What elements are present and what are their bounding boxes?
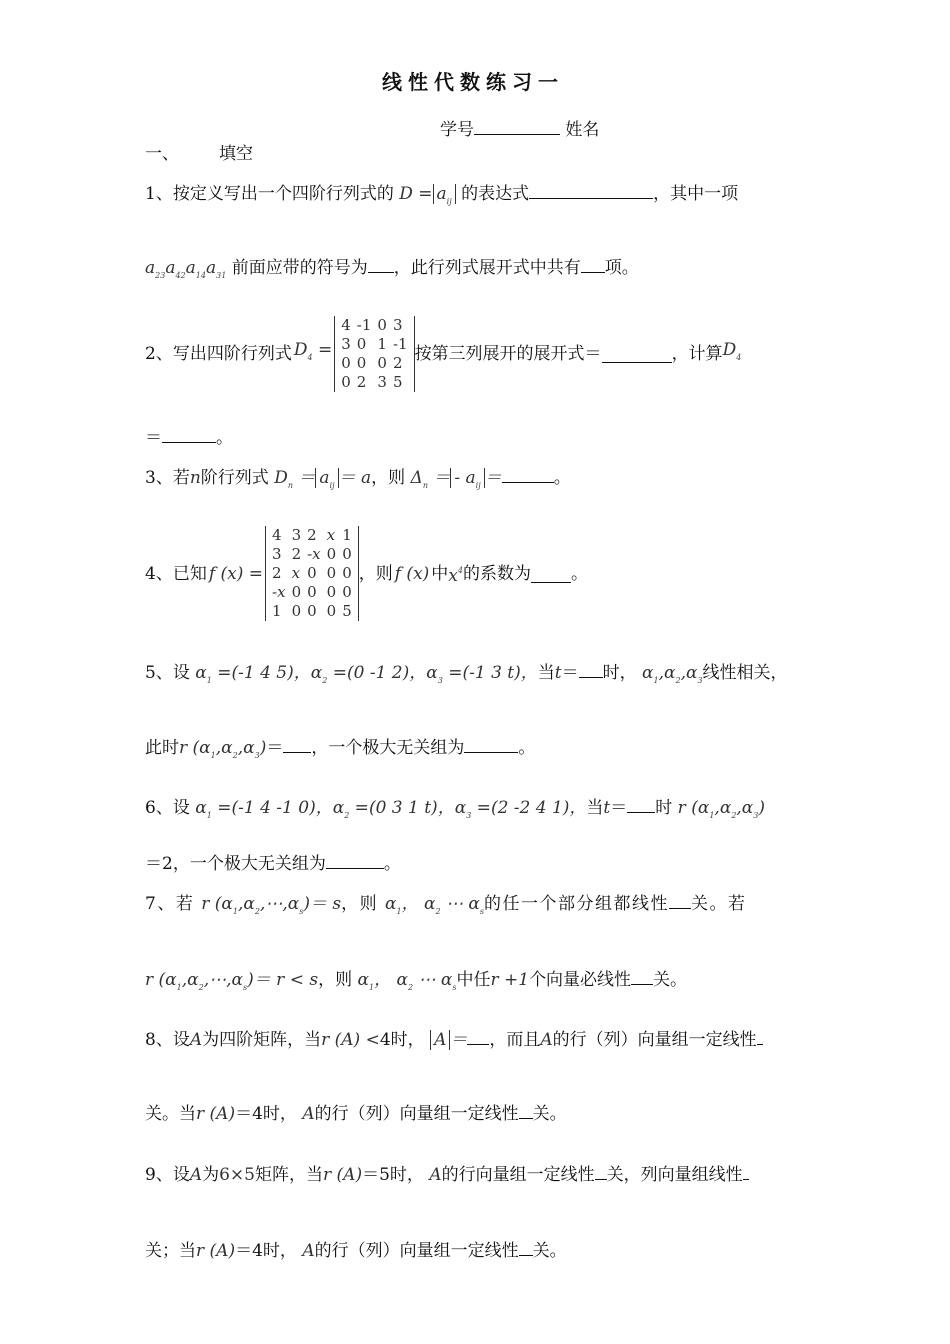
question-text: 关。若 — [691, 894, 747, 914]
matrix-fx-cell: 0 — [326, 564, 337, 582]
question-number: 3、 — [145, 468, 173, 488]
question-text: 此时 — [145, 738, 179, 758]
matrix-fx-cell: 0 — [326, 583, 337, 601]
matrix-fx-cell: 0 — [307, 564, 317, 582]
answer-blank[interactable] — [162, 425, 216, 443]
question-text: 当 — [586, 798, 604, 818]
question-text: 设 — [172, 663, 190, 683]
math-expression: r $(\alpha_1,\alpha_2,\alpha_3)$ — [677, 798, 766, 820]
question-number: 8、 — [145, 1030, 173, 1050]
matrix-fx-cell: 2 — [307, 526, 317, 544]
question-text: 关。 — [653, 970, 688, 990]
question-text: 的系数为 — [462, 563, 531, 584]
matrix-d4-cell: -1 — [392, 335, 408, 353]
math-expression: r $(\alpha_1,\alpha_2,\alpha_3)$ — [179, 738, 267, 760]
matrix-d4-cell: 0 — [341, 373, 351, 391]
matrix-d4-cell: -1 — [356, 316, 372, 334]
math-expression: A — [302, 1104, 315, 1124]
question-text: 关，列向量组线性 — [606, 1165, 743, 1185]
student-id-label: 学号 — [440, 120, 474, 140]
question-text: 关。 — [532, 1241, 567, 1261]
matrix-d4-cell: 0 — [377, 316, 387, 334]
question-text: 。 — [216, 428, 233, 448]
matrix-fx-cell: 0 — [307, 602, 317, 620]
math-expression: t — [554, 663, 562, 683]
question-text: 已知 — [172, 563, 207, 584]
math-expression: $\alpha_1 =(-1$ 4 -1 0)，$\alpha_2 =(0$ 3 1 t)，$\alpha_3 =(2$ -2 4 1)， — [195, 798, 587, 820]
question-text: ，其中一项 — [653, 184, 739, 204]
answer-blank[interactable] — [531, 565, 571, 583]
math-expression: 6×5 — [219, 1165, 255, 1185]
matrix-fx-cell: 1 — [272, 602, 282, 620]
math-expression: $x^4$ — [448, 566, 463, 586]
question-text: 的行向量组一定线性 — [441, 1165, 595, 1185]
matrix-fx-cell: 0 — [342, 545, 352, 563]
math-expression: $a_{23}a_{42}a_{14}a_{31}$ — [145, 258, 227, 280]
matrix-fx-row — [269, 602, 355, 621]
question-text: ＝ — [610, 798, 628, 818]
math-expression: r (A) — [323, 1165, 363, 1185]
determinant-d4 — [334, 316, 414, 392]
math-expression: $D = a_{ij}$ — [399, 184, 455, 204]
answer-blank[interactable] — [368, 255, 394, 273]
question-text: 的任一个部分组都线性 — [484, 894, 670, 914]
math-expression: A — [302, 1241, 315, 1261]
question-text: ＝4时， — [235, 1104, 297, 1124]
matrix-fx-cell: 4 — [272, 526, 282, 544]
answer-blank[interactable] — [602, 345, 672, 363]
question-7 — [145, 891, 747, 923]
math-expression: A — [189, 1165, 203, 1185]
question-2-cont — [145, 425, 233, 449]
question-8 — [145, 1027, 763, 1051]
question-text: ，一个极大无关组为 — [311, 738, 465, 758]
matrix-fx-row — [269, 526, 355, 545]
question-9-cont — [145, 1238, 567, 1262]
math-expression: f (x) = — [208, 563, 264, 584]
question-text: 中任 — [456, 970, 491, 990]
question-text: 写出四阶行列式 — [172, 344, 292, 364]
matrix-fx-cell: 0 — [326, 545, 337, 563]
question-text: 时， — [602, 663, 637, 683]
math-expression: A — [429, 1165, 442, 1185]
question-number: 2、 — [145, 344, 173, 364]
matrix-fx-cell: 2 — [272, 564, 282, 582]
answer-blank[interactable] — [326, 851, 384, 869]
student-name-label: 姓名 — [565, 120, 600, 140]
math-expression: $\alpha_1,\alpha_2,\alpha_3$ — [642, 663, 703, 685]
question-text: 的行（列）向量组一定线性 — [314, 1104, 519, 1124]
matrix-d4-cell: 5 — [392, 373, 403, 391]
answer-blank[interactable] — [595, 1162, 607, 1180]
matrix-d4-cell: 0 — [341, 354, 351, 372]
question-text: 为四阶矩阵，当 — [202, 1030, 322, 1050]
question-text: ＝ — [561, 663, 579, 683]
math-expression: $\alpha_1$， $\alpha_2$ ⋯ $\alpha_s$ — [385, 894, 485, 916]
question-5-cont: 此时r $(\alpha_1,\alpha_2,\alpha_3)=$ ，一个极大无关组为 。 — [145, 735, 535, 767]
answer-blank[interactable] — [627, 795, 655, 813]
question-text: 关。当 — [145, 1104, 196, 1124]
math-expression: n — [189, 468, 201, 488]
question-text: ＝4时， — [235, 1241, 297, 1261]
math-expression: t — [603, 798, 611, 818]
question-number: 1、 — [145, 184, 173, 204]
matrix-fx-row — [269, 564, 355, 583]
matrix-d4-cell: 0 — [356, 354, 367, 372]
matrix-d4-cell: 0 — [377, 354, 387, 372]
question-text: 为 — [202, 1165, 220, 1185]
math-expression: A — [540, 1030, 553, 1050]
answer-blank[interactable] — [743, 1162, 749, 1180]
question-text: 项。 — [604, 258, 639, 278]
math-expression: r (A) < — [321, 1030, 380, 1050]
question-text: 阶行列式 — [200, 468, 269, 488]
question-text: ，则 — [371, 468, 406, 488]
matrix-d4-cell: 2 — [356, 373, 367, 391]
answer-blank[interactable] — [502, 465, 554, 483]
question-text: 若 — [175, 894, 195, 914]
matrix-fx-cell: x — [326, 526, 336, 544]
question-text: 设 — [172, 798, 190, 818]
question-text: 。 — [383, 854, 401, 874]
matrix-fx-cell: 1 — [342, 526, 352, 544]
question-text: 按定义写出一个四阶行列式的 — [172, 184, 394, 204]
answer-blank[interactable] — [757, 1027, 763, 1045]
question-number: 4、 — [145, 563, 173, 584]
matrix-d4-cell: 3 — [392, 316, 403, 334]
question-text: 4时， — [379, 1030, 425, 1050]
answer-blank[interactable] — [283, 735, 311, 753]
question-text: 的行（列）向量组一定线性 — [552, 1030, 757, 1050]
matrix-fx-cell: -x — [272, 583, 286, 601]
math-expression: r (A) — [196, 1241, 236, 1261]
matrix-fx-row — [269, 545, 355, 564]
answer-blank[interactable] — [519, 1238, 533, 1256]
question-text: ，则 — [358, 563, 393, 584]
question-text: 关。 — [532, 1104, 567, 1124]
question-text: ＝2，一个极大无关组为 — [145, 854, 326, 874]
question-number: 7、 — [145, 894, 176, 914]
matrix-fx-cell: 2 — [291, 545, 302, 563]
answer-blank[interactable] — [669, 891, 691, 909]
answer-blank[interactable] — [631, 967, 653, 985]
matrix-fx-cell: 0 — [342, 564, 352, 582]
matrix-d4-cell: 2 — [392, 354, 403, 372]
question-text: 的表达式 — [461, 184, 530, 204]
question-text: 个向量必线性 — [529, 970, 632, 990]
math-expression: A — [189, 1030, 203, 1050]
math-expression: $\Delta_n$ ＝ - $a_{ij}$ ＝ — [410, 468, 502, 490]
question-text: 。 — [570, 563, 588, 584]
question-text: 矩阵，当 — [255, 1165, 323, 1185]
question-4 — [145, 526, 588, 621]
page-title: 线性代数练习一 — [382, 70, 564, 94]
question-text: ，此行列式展开式中共有 — [393, 258, 581, 278]
math-expression: r +1 — [490, 970, 530, 990]
student-info — [440, 117, 599, 141]
question-text: 。 — [518, 738, 536, 758]
question-number: 6、 — [145, 798, 173, 818]
question-text: 当 — [537, 663, 555, 683]
math-expression: $D_4$ = — [293, 340, 333, 362]
question-9 — [145, 1162, 749, 1186]
matrix-d4-row — [338, 373, 410, 392]
matrix-d4-row — [338, 316, 410, 335]
question-text: 设 — [172, 1030, 190, 1050]
section-name: 填空 — [219, 144, 253, 164]
matrix-fx-cell: 5 — [342, 602, 352, 620]
answer-blank[interactable] — [529, 181, 653, 199]
math-expression: r $(\alpha_1,\alpha_2,\cdots,\alpha_s)= s$ — [201, 894, 342, 916]
question-2 — [145, 316, 741, 392]
matrix-d4-cell: 3 — [377, 373, 387, 391]
question-text: ＝5时， — [362, 1165, 424, 1185]
answer-blank[interactable] — [581, 255, 605, 273]
matrix-fx-cell: 0 — [342, 583, 352, 601]
question-8-cont — [145, 1101, 567, 1125]
answer-blank[interactable] — [467, 1027, 489, 1045]
matrix-fx-cell: 0 — [307, 583, 317, 601]
determinant-fx — [265, 526, 359, 621]
matrix-d4-row — [338, 354, 410, 373]
math-expression: r $(\alpha_1,\alpha_2,\cdots,\alpha_s)= r < s$ — [145, 970, 319, 992]
question-text: ，则 — [318, 970, 353, 990]
question-1-cont — [145, 255, 639, 287]
math-expression: $D_4$ — [722, 340, 742, 362]
matrix-fx-cell: 0 — [291, 602, 302, 620]
math-expression: r (A) — [196, 1104, 236, 1124]
question-number: 5、 — [145, 663, 173, 683]
math-expression: $\alpha_1$， $\alpha_2$ ⋯ $\alpha_s$ — [357, 970, 457, 992]
matrix-fx-cell: 3 — [291, 526, 302, 544]
question-text: 关；当 — [145, 1241, 196, 1261]
question-1 — [145, 181, 738, 213]
question-text: ，而且 — [489, 1030, 541, 1050]
question-text: 的行（列）向量组一定线性 — [314, 1241, 519, 1261]
matrix-d4-cell: 3 — [341, 335, 351, 353]
math-expression: $D_n = a_{ij} = a$ — [274, 468, 372, 490]
matrix-fx-row — [269, 583, 355, 602]
question-text: 时 — [655, 798, 673, 818]
question-text: 按第三列展开的展开式＝ — [414, 344, 602, 364]
math-expression: $\alpha_1 =(-1$ 4 5)，$\alpha_2 =(0$ -1 2)，$\alpha_3 =(-1$ 3 t)， — [195, 663, 538, 685]
matrix-fx-cell: 3 — [272, 545, 282, 563]
student-id-blank[interactable] — [474, 117, 560, 135]
math-expression: f (x) — [394, 563, 430, 584]
question-6-cont — [145, 851, 401, 875]
answer-blank[interactable] — [579, 660, 603, 678]
matrix-d4-cell: 0 — [356, 335, 367, 353]
section-number: 一、 — [145, 144, 179, 164]
matrix-d4-row — [338, 335, 410, 354]
math-expression: A ＝ — [430, 1030, 467, 1050]
matrix-fx-cell: 0 — [291, 583, 302, 601]
question-text: ，计算 — [671, 344, 723, 364]
matrix-fx-cell: 0 — [326, 602, 337, 620]
question-text: 中 — [431, 563, 449, 584]
question-3 — [145, 465, 571, 497]
question-7-cont — [145, 967, 687, 999]
matrix-fx-cell: -x — [307, 545, 321, 563]
matrix-d4-cell: 1 — [377, 335, 387, 353]
matrix-fx-cell: x — [291, 564, 301, 582]
question-number: 9、 — [145, 1165, 173, 1185]
question-text: 若 — [172, 468, 190, 488]
question-text: 设 — [172, 1165, 190, 1185]
question-5 — [145, 660, 788, 692]
section-heading — [145, 143, 253, 165]
question-text: 。 — [553, 468, 571, 488]
question-text: ＝ — [145, 428, 162, 448]
question-6 — [145, 795, 765, 827]
answer-blank[interactable] — [519, 1101, 533, 1119]
question-text: 线性相关， — [702, 663, 788, 683]
matrix-d4-cell: 4 — [341, 316, 351, 334]
answer-blank[interactable] — [464, 735, 518, 753]
question-text: 前面应带的符号为 — [231, 258, 368, 278]
question-text: ，则 — [341, 894, 379, 914]
